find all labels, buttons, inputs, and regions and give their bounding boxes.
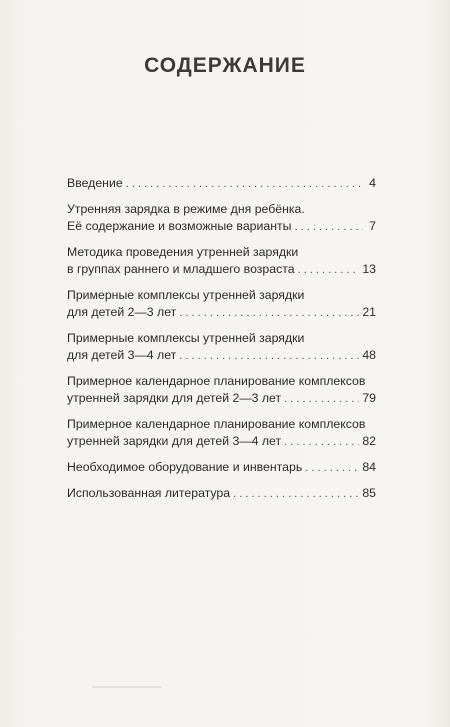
toc-entry-last-line [67, 485, 376, 503]
toc-entry-last-line [67, 175, 376, 193]
toc-entry-line: Примерные комплексы утренней зарядки [67, 331, 305, 345]
table-of-contents [67, 175, 376, 511]
toc-entry-title: утренней зарядки для детей 3—4 лет [67, 434, 282, 448]
toc-page-number: 7 [369, 219, 376, 233]
toc-entry-last-line [67, 390, 376, 408]
toc-page-number: 79 [362, 391, 376, 405]
dot-leader [179, 348, 359, 365]
toc-entry [67, 459, 376, 477]
dot-leader [305, 460, 359, 477]
toc-entry [67, 287, 376, 322]
dot-leader [126, 176, 363, 193]
toc-entry [67, 373, 376, 408]
toc-entry-title: Использованная литература [67, 486, 231, 500]
toc-entry-title: для детей 2—3 лет [67, 305, 177, 319]
toc-page-number: 85 [362, 486, 376, 500]
toc-entry-title: Её содержание и возможные варианты [67, 219, 292, 233]
toc-entry [67, 485, 376, 503]
toc-entry-title: Введение [67, 176, 123, 190]
toc-entry-line: Утренняя зарядка в режиме дня ребёнка. [67, 202, 305, 216]
toc-entry-title: для детей 3—4 лет [67, 348, 177, 362]
toc-page-number: 82 [362, 434, 376, 448]
toc-entry-last-line [67, 459, 376, 477]
toc-entry-title: утренней зарядки для детей 2—3 лет [67, 391, 282, 405]
toc-entry-last-line [67, 261, 376, 279]
toc-entry-line: Методика проведения утренней зарядки [67, 245, 299, 259]
dot-leader [298, 262, 360, 279]
toc-entry [67, 201, 376, 236]
toc-entry [67, 175, 376, 193]
dot-leader [294, 219, 363, 236]
toc-entry [67, 330, 376, 365]
toc-page-number: 4 [369, 176, 376, 190]
toc-page-number: 13 [362, 262, 376, 276]
dot-leader [233, 486, 359, 503]
page-title: СОДЕРЖАНИЕ [144, 54, 306, 77]
toc-entry-last-line [67, 304, 376, 322]
toc-page-number: 48 [362, 348, 376, 362]
toc-entry [67, 416, 376, 451]
toc-entry-line: Примерное календарное планирование комплексов [67, 417, 366, 431]
toc-entry-last-line [67, 433, 376, 451]
toc-entry [67, 244, 376, 279]
dot-leader [284, 434, 359, 451]
toc-page-number: 84 [362, 460, 376, 474]
dot-leader [179, 305, 359, 322]
print-bleed-mark [92, 686, 162, 688]
toc-entry-last-line [67, 218, 376, 236]
toc-entry-line: Примерное календарное планирование комплексов [67, 374, 366, 388]
toc-entry-title: в группах раннего и младшего возраста [67, 262, 295, 276]
toc-entry-line: Примерные комплексы утренней зарядки [67, 288, 305, 302]
toc-entry-last-line [67, 347, 376, 365]
dot-leader [284, 391, 359, 408]
toc-page-number: 21 [362, 305, 376, 319]
toc-entry-title: Необходимое оборудование и инвентарь [67, 460, 303, 474]
